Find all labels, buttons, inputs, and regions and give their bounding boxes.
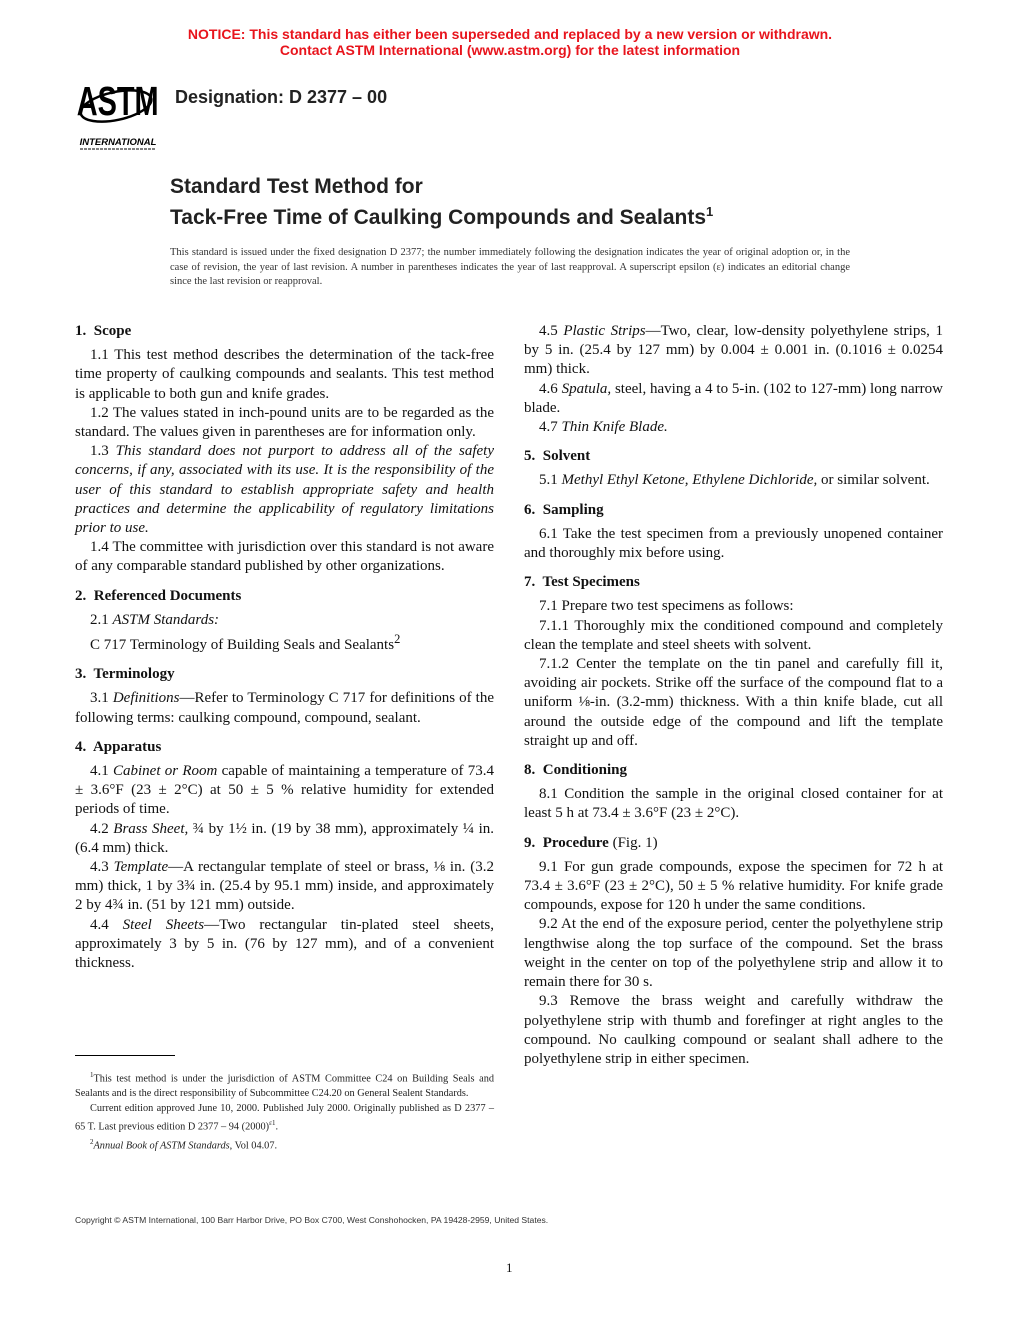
paragraph-number: 1.3	[90, 443, 109, 460]
footnote-edition: Current edition approved June 10, 2000. Published July 2000. Originally published as D 2377 – 65 T. Last previous edition D 2377 – 94 $(2000)^{\varepsilon 1}$.	[75, 1103, 494, 1133]
paragraph-number: 4.5	[539, 323, 558, 339]
paragraph-text: —A rectangular template of steel or brass, ⅛ in. (3.2 mm) thick, 1 by 3¾ in. (25.4 by 95.1 mm) inside, and approximately 2 by 4¾ in. (51 by 121 mm) outside.	[75, 859, 494, 914]
paragraph	[524, 380, 943, 418]
footnote-2: $^2$Annual Book of ASTM Standards, Vol 04.07.	[90, 1137, 278, 1152]
paragraph-number: 9.1	[539, 858, 558, 875]
section-title: Referenced Documents	[93, 587, 242, 604]
left-column	[75, 322, 494, 973]
paragraph-number: 7.1.1	[539, 617, 569, 634]
withdrawal-notice	[0, 26, 1020, 58]
paragraph-text: —Two, clear, low-density polyethylene strips, 1 by 5 in. (25.4 by 127 mm) by 0.004 ± 0.001 in. (0.1016 ± 0.0254 mm) thick.	[524, 323, 943, 378]
footnotes	[75, 1068, 494, 1153]
section-number: 8.	[524, 762, 536, 779]
paragraph	[75, 346, 494, 404]
document-title	[170, 174, 713, 230]
paragraph	[75, 916, 494, 974]
paragraph-number: 3.1	[90, 690, 109, 707]
paragraph	[524, 525, 943, 563]
paragraph-text: Thoroughly mix the conditioned compound and completely clean the template and steel sheets with solvent.	[524, 617, 943, 653]
section-title: Terminology	[93, 666, 175, 683]
footnote-divider	[75, 1055, 175, 1056]
page-number: 1	[506, 1260, 513, 1275]
paragraph	[524, 322, 943, 380]
paragraph-text: The committee with jurisdiction over this standard is not aware of any comparable standard published by other organizations.	[75, 539, 494, 575]
paragraph	[524, 785, 943, 823]
paragraph-text: For gun grade compounds, expose the specimen for 72 h at 73.4 ± 3.6°F (23 ± 2°C), 50 ± 5 % relative humidity. For knife grade compounds, expose for 120 h under the same conditions.	[524, 858, 944, 914]
paragraph	[524, 915, 943, 992]
paragraph-number: 4.2	[90, 820, 109, 837]
section-title: Scope	[93, 323, 132, 339]
paragraph-text: Condition the sample in the original closed container for at least 5 h at 73.4 ± 3.6°F (23 ± 2°C).	[524, 786, 943, 822]
paragraph-number: 4.1	[90, 763, 109, 780]
paragraph-number: 5.1	[539, 472, 558, 489]
paragraph-italic-text: Cabinet or Room	[113, 763, 218, 780]
paragraph-italic-text: This standard does not purport to address all of the safety concerns, if any, associated with its use. It is the responsibility of the user of this standard to establish appropriate safety and health practices and determine the applicability of regulatory limitations prior to use.	[75, 443, 495, 537]
paragraph-number: 4.7	[539, 419, 558, 436]
title-footnote-ref: 1	[706, 204, 714, 219]
paragraph	[524, 858, 943, 916]
paragraph-italic-text: Definitions	[112, 690, 180, 707]
section-heading	[524, 834, 943, 853]
section-heading	[524, 447, 943, 466]
paragraph-text: This test method describes the determination of the tack-free time property of caulking compounds and sealants. This test method is applicable to both gun and knife grades.	[75, 347, 494, 402]
section-title-extra: (Fig. 1)	[608, 834, 658, 851]
title-line-1: Standard Test Method for	[170, 175, 423, 198]
paragraph-italic-text: Template	[113, 859, 169, 876]
section-number: 4.	[75, 738, 87, 755]
section-heading	[524, 761, 943, 780]
copyright: Copyright © ASTM International, 100 Barr Harbor Drive, PO Box C700, West Conshohocken, PA 19428-2959, United States.	[75, 1215, 549, 1225]
paragraph-number: 2.1	[90, 611, 109, 628]
paragraph	[75, 538, 494, 576]
section-number: 6.	[524, 501, 536, 518]
paragraph-text: ¾ by 1½ in. (19 by 38 mm), approximately ¼ in. (6.4 mm) thick.	[75, 820, 494, 856]
paragraph-number: 7.1.2	[539, 656, 569, 673]
section-heading	[75, 587, 494, 606]
paragraph-number: 4.4	[90, 916, 109, 933]
paragraph-italic-text: ASTM Standards:	[112, 611, 220, 628]
section-number: 7.	[524, 574, 536, 591]
section-heading	[524, 573, 943, 592]
designation: Designation: D 2377 – 00	[175, 87, 388, 107]
footnote-1: $^1$This test method is under the jurisdiction of ASTM Committee C24 on Building Seals and Sealants and is the direct responsibility of Subcommittee C24.20 on General Sealent Standards.	[75, 1071, 494, 1100]
paragraph	[524, 992, 943, 1069]
paragraph	[75, 404, 494, 442]
paragraph-number: 1.2	[90, 404, 109, 421]
notice-line-2: Contact ASTM International (www.astm.org) for the latest information	[279, 42, 741, 58]
section-number: 9.	[524, 834, 536, 851]
paragraph	[524, 418, 943, 437]
paragraph-text: —Two rectangular tin-plated steel sheets, approximately 3 by 5 in. (76 by 127 mm), and of a convenient thickness.	[75, 916, 494, 972]
section-heading	[75, 322, 494, 341]
section-title: Sampling	[542, 501, 604, 518]
svg-text:ASTM: ASTM	[76, 79, 159, 125]
section-title: Procedure	[542, 834, 609, 851]
title-line-2: Tack-Free Time of Caulking Compounds and Sealants	[170, 206, 706, 229]
section-title: Solvent	[542, 448, 591, 465]
astm-logo	[76, 72, 162, 152]
right-column	[524, 322, 943, 1069]
paragraph-italic-text: Methyl Ethyl Ketone, Ethylene Dichloride,	[561, 472, 818, 489]
paragraph	[75, 611, 494, 630]
paragraph-number: 4.3	[90, 859, 109, 876]
paragraph-text: steel, having a 4 to 5-in. (102 to 127-mm) long narrow blade.	[524, 380, 944, 416]
section-number: 5.	[524, 448, 536, 465]
paragraph	[75, 689, 494, 727]
paragraph-number: 8.1	[539, 786, 558, 803]
section-heading	[75, 665, 494, 684]
paragraph	[75, 858, 494, 916]
paragraph-number: 4.6	[539, 380, 558, 397]
paragraph-italic-text: Plastic Strips	[563, 323, 646, 339]
notice-line-1: NOTICE: This standard has either been superseded and replaced by a new version or withdrawn.	[187, 26, 833, 42]
paragraph	[75, 820, 494, 858]
paragraph-text: C 717 Terminology of Building Seals and Sealants	[90, 637, 395, 654]
paragraph-text: Prepare two test specimens as follows:	[561, 598, 794, 615]
paragraph	[524, 655, 943, 751]
paragraph	[524, 597, 943, 616]
paragraph-text: The values stated in inch-pound units are to be regarded as the standard. The values given in parentheses are for information only.	[75, 404, 494, 441]
paragraph	[75, 442, 494, 538]
paragraph-italic-text: Brass Sheet,	[113, 820, 189, 837]
paragraph-number: 9.2	[539, 916, 558, 933]
paragraph	[524, 617, 943, 655]
section-heading	[75, 738, 494, 757]
paragraph-number: 6.1	[539, 525, 558, 542]
section-title: Apparatus	[92, 738, 162, 755]
paragraph	[524, 471, 943, 490]
paragraph-italic-text: Thin Knife Blade.	[561, 419, 668, 436]
section-number: 1.	[75, 323, 87, 339]
paragraph-text: Take the test specimen from a previously unopened container and thoroughly mix before using.	[524, 525, 943, 562]
section-title: Test Specimens	[542, 574, 640, 591]
paragraph-text: Center the template on the tin panel and carefully fill it, avoiding air pockets. Strike off the surface of the compound flat to a uniform ⅛-in. (3.2-mm) thickness. With a thin knife blade, cut all around the outside edge of the compound and lift the template straight up and off.	[524, 656, 943, 749]
paragraph	[75, 762, 494, 820]
paragraph-number: 9.3	[539, 993, 558, 1010]
paragraph-text: —Refer to Terminology C 717 for definitions of the following terms: caulking compound, compound, sealant.	[75, 690, 495, 726]
paragraph-number: 7.1	[539, 598, 558, 615]
svg-text:INTERNATIONAL: INTERNATIONAL	[79, 137, 157, 148]
paragraph-text: Remove the brass weight and carefully withdraw the polyethylene strip with thumb and forefinger at right angles to the compound. No caulking compound or sealant shall adhere to the polyethylene strip in either specimen.	[524, 993, 943, 1067]
paragraph-text: or similar solvent.	[817, 472, 930, 489]
paragraph-italic-text: Steel Sheets	[122, 916, 205, 933]
issuance-note: This standard is issued under the fixed designation D 2377; the number immediately following the designation indicates the year of original adoption or, in the case of revision, the year of last revision. A number in parentheses indicates the year of last reapproval. A superscript epsilon (ε) indicates an editorial change since the last revision or reapproval.	[170, 247, 850, 287]
paragraph-text: At the end of the exposure period, center the polyethylene strip lengthwise along the top surface of the compound. Set the brass weight in the center on top of the polyethylene strip and allow it to remain there for 30 s.	[524, 916, 943, 991]
paragraph-italic-text: Spatula,	[561, 380, 612, 397]
paragraph	[75, 630, 494, 655]
section-number: 3.	[75, 666, 87, 683]
section-number: 2.	[75, 587, 87, 604]
paragraph-number: 1.4	[90, 539, 109, 556]
paragraph-number: 1.1	[90, 347, 109, 364]
section-heading	[524, 501, 943, 520]
section-title: Conditioning	[542, 762, 627, 779]
paragraph-text: capable of maintaining a temperature of 73.4 ± 3.6°F (23 ± 2°C) at 50 ± 5 % relative humidity for extended periods of time.	[75, 763, 494, 818]
footnote-ref: 2	[394, 632, 401, 647]
